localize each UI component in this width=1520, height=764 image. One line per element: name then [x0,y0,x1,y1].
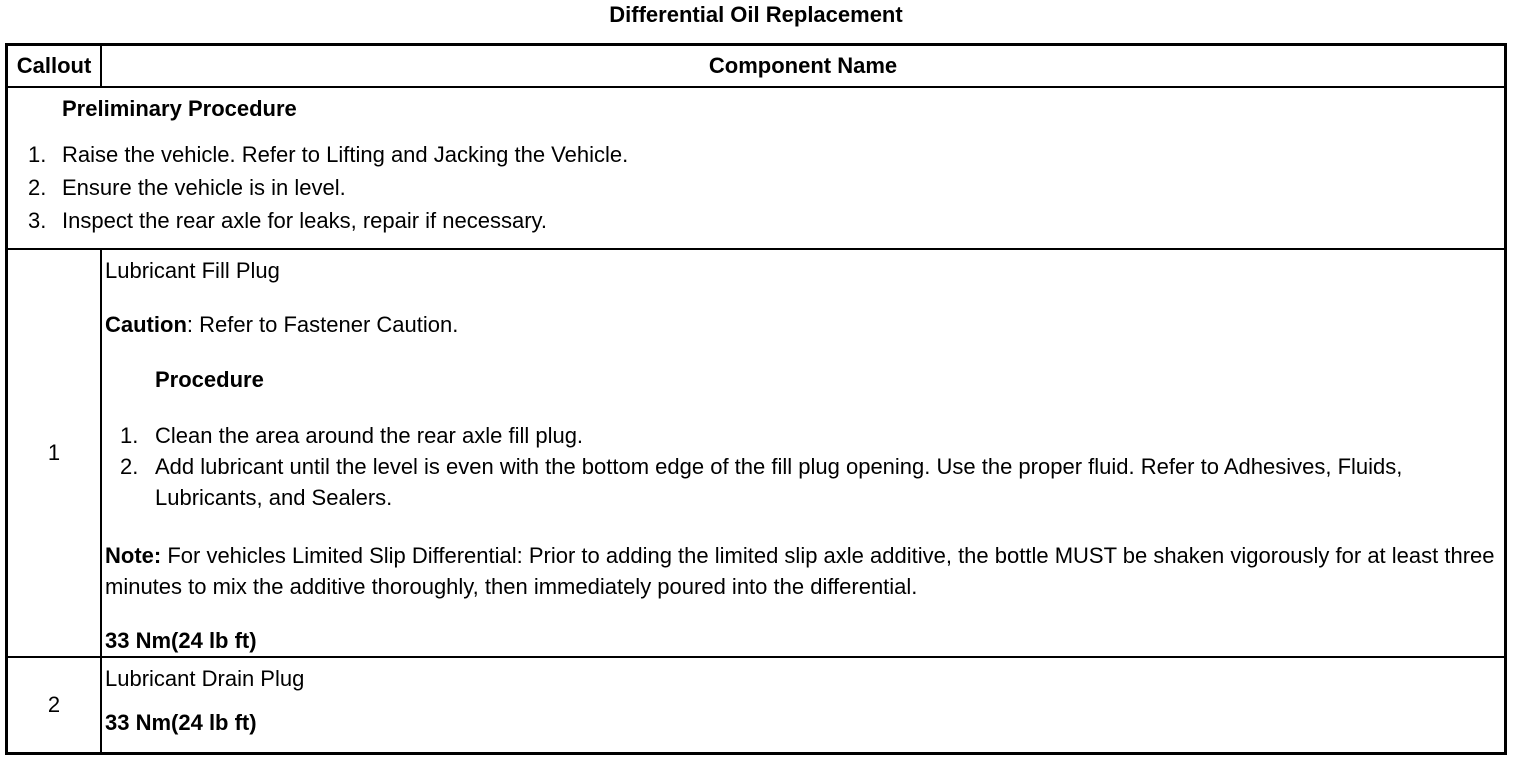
procedure-steps [105,420,1498,513]
caution-body: : Refer to Fastener Caution. [186,312,459,337]
torque-spec: 33 Nm(24 lb ft) [105,710,257,735]
component-name-column-header: Component Name [101,45,1506,88]
caution-label: Caution [105,312,187,337]
table-row [7,249,1506,657]
step-number: 1. [28,142,47,167]
preliminary-row [7,87,1506,249]
step-number: 1. [120,423,139,448]
preliminary-heading: Preliminary Procedure [62,96,297,121]
step-number: 2. [28,175,47,200]
caution-text [105,312,1498,338]
step-text: Inspect the rear axle for leaks, repair if necessary. [62,208,548,233]
callout-column-header: Callout [7,45,102,88]
component-name: Lubricant Fill Plug [105,258,280,283]
component-name: Lubricant Drain Plug [105,666,305,691]
note-text [105,540,1498,602]
table-header-row [7,45,1506,88]
step-number: 2. [120,454,139,479]
torque-spec: 33 Nm(24 lb ft) [105,628,257,653]
note-label: Note: [105,543,162,568]
preliminary-cell [7,87,1506,249]
note-body: For vehicles Limited Slip Differential: Prior to adding the limited slip axle additive, the bottle MUST be shaken vigorously for at least three minutes to mix the additive thoroughly, then immediately poured into the differential. [105,543,1495,599]
procedure-step [105,451,1498,513]
step-number: 3. [28,208,47,233]
callout-cell: 2 [7,657,102,753]
procedure-heading: Procedure [155,367,264,392]
preliminary-step [8,171,1504,204]
step-text: Raise the vehicle. Refer to Lifting and Jacking the Vehicle. [62,142,629,167]
component-cell [101,657,1506,753]
preliminary-step [8,204,1504,237]
step-text: Add lubricant until the level is even with the bottom edge of the fill plug opening. Use the proper fluid. Refer to Adhesives, Fluids, Lubricants, and Sealers. [155,454,1403,510]
procedure-table [5,43,1507,755]
table-row [7,657,1506,753]
preliminary-steps [8,138,1504,237]
document-title: Differential Oil Replacement [609,2,903,27]
step-text: Clean the area around the rear axle fill plug. [155,423,584,448]
preliminary-step [8,138,1504,171]
step-text: Ensure the vehicle is in level. [62,175,346,200]
callout-cell: 1 [7,249,102,657]
component-cell [101,249,1506,657]
procedure-step [105,420,1498,451]
